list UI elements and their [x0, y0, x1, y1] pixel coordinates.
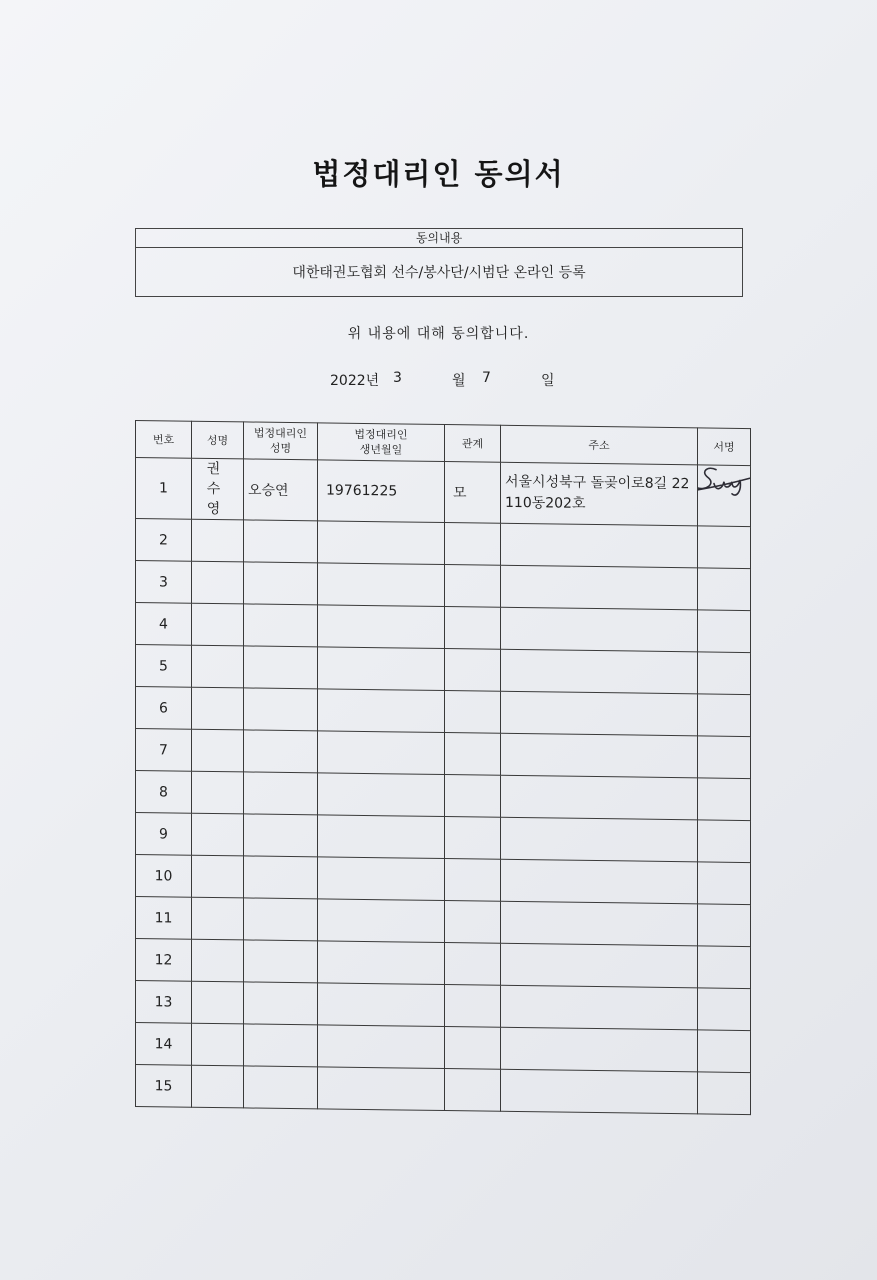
row-number: 6: [136, 687, 192, 730]
page-title: 법정대리인 동의서: [312, 157, 565, 191]
row-name: [192, 1023, 244, 1066]
row-name: [192, 855, 244, 898]
row-signature: [698, 862, 751, 905]
row-guardian-name: [244, 856, 318, 899]
row-signature: [698, 694, 751, 737]
row-name: [192, 897, 244, 940]
row-signature: [698, 946, 751, 989]
row-number: 12: [136, 939, 192, 982]
row-number: 1: [136, 458, 192, 520]
row-guardian-name: [244, 940, 318, 983]
row-guardian-birth: [318, 857, 445, 901]
row-signature: [698, 652, 751, 695]
row-number: 2: [136, 519, 192, 562]
row-address: [501, 943, 698, 988]
row-relation: [445, 943, 501, 986]
row-address: [501, 607, 698, 652]
consent-content-box: [135, 228, 743, 297]
row-number: 5: [136, 645, 192, 688]
row-guardian-birth: [318, 1025, 445, 1069]
row-relation: [445, 1069, 501, 1112]
row-guardian-name: [244, 646, 318, 689]
table-row: [136, 1065, 751, 1115]
date-month-label: 월: [452, 373, 466, 389]
row-guardian-name: [244, 1024, 318, 1067]
row-relation: [445, 1027, 501, 1070]
row-name: [192, 687, 244, 730]
row-address: [501, 691, 698, 736]
row-signature: [698, 1072, 751, 1115]
row-number: 11: [136, 897, 192, 940]
row-relation: [445, 775, 501, 818]
row-signature: [698, 778, 751, 821]
date-year: 2022년: [330, 373, 380, 389]
row-number: 13: [136, 981, 192, 1024]
row-number: 10: [136, 855, 192, 898]
agreement-statement: 위 내용에 대해 동의합니다.: [347, 326, 530, 342]
row-signature: [698, 904, 751, 947]
row-guardian-name: [244, 814, 318, 857]
row-guardian-name: [244, 1066, 318, 1109]
date-day-value: 7: [482, 370, 491, 386]
header-guardian-name: 법정대리인 성명: [244, 422, 318, 460]
row-name: 권 수 영: [192, 458, 244, 520]
row-signature: [698, 610, 751, 653]
consent-content-text: 대한태권도협회 선수/봉사단/시범단 온라인 등록: [292, 265, 586, 281]
row-name: [192, 1065, 244, 1108]
row-guardian-birth: [318, 521, 445, 565]
row-guardian-birth: [318, 731, 445, 775]
row-name: [192, 771, 244, 814]
header-name: 성명: [192, 421, 244, 459]
row-guardian-name: 오승연: [244, 459, 318, 521]
table-row: [136, 458, 751, 527]
row-guardian-birth: [318, 815, 445, 859]
row-relation: [445, 565, 501, 608]
header-address: 주소: [501, 425, 698, 465]
row-signature: [698, 465, 751, 527]
handwritten-signature-icon: [698, 465, 751, 503]
row-guardian-birth: [318, 647, 445, 691]
row-address: [501, 565, 698, 610]
row-guardian-name: [244, 520, 318, 563]
row-relation: [445, 985, 501, 1028]
row-address: [501, 859, 698, 904]
row-guardian-birth: [318, 605, 445, 649]
row-guardian-name: [244, 730, 318, 773]
row-address: [501, 733, 698, 778]
row-relation: 모: [445, 462, 501, 524]
row-guardian-birth: [318, 563, 445, 607]
header-relation: 관계: [445, 425, 501, 463]
row-relation: [445, 523, 501, 566]
row-name: [192, 981, 244, 1024]
row-relation: [445, 859, 501, 902]
row-relation: [445, 901, 501, 944]
row-name: [192, 603, 244, 646]
row-signature: [698, 736, 751, 779]
row-number: 8: [136, 771, 192, 814]
row-guardian-birth: [318, 1067, 445, 1111]
row-name: [192, 519, 244, 562]
row-name: [192, 561, 244, 604]
row-address: [501, 985, 698, 1030]
row-signature: [698, 1030, 751, 1073]
row-relation: [445, 691, 501, 734]
row-name: [192, 729, 244, 772]
row-relation: [445, 733, 501, 776]
row-guardian-name: [244, 562, 318, 605]
row-guardian-birth: [318, 773, 445, 817]
row-address: [501, 901, 698, 946]
header-guardian-birth: 법정대리인 생년월일: [318, 423, 445, 462]
row-number: 14: [136, 1023, 192, 1066]
row-guardian-birth: [318, 689, 445, 733]
consent-content-header: 동의내용: [136, 229, 742, 248]
row-guardian-birth: [318, 941, 445, 985]
row-guardian-birth: [318, 899, 445, 943]
row-name: [192, 813, 244, 856]
header-signature: 서명: [698, 428, 751, 466]
row-signature: [698, 820, 751, 863]
row-relation: [445, 649, 501, 692]
row-address: [501, 775, 698, 820]
header-number: 번호: [136, 421, 192, 459]
row-signature: [698, 526, 751, 569]
row-name: [192, 645, 244, 688]
row-address: 서울시성북구 돌곶이로8길 22 110동202호: [501, 462, 698, 526]
row-number: 4: [136, 603, 192, 646]
date-day-label: 일: [541, 373, 555, 389]
row-number: 15: [136, 1065, 192, 1108]
row-number: 9: [136, 813, 192, 856]
row-guardian-name: [244, 982, 318, 1025]
row-address: [501, 523, 698, 568]
row-guardian-name: [244, 604, 318, 647]
row-guardian-name: [244, 688, 318, 731]
row-guardian-name: [244, 898, 318, 941]
row-address: [501, 817, 698, 862]
row-signature: [698, 568, 751, 611]
row-relation: [445, 817, 501, 860]
row-guardian-birth: 19761225: [318, 460, 445, 523]
row-signature: [698, 988, 751, 1031]
row-number: 7: [136, 729, 192, 772]
row-name: [192, 939, 244, 982]
row-address: [501, 1027, 698, 1072]
row-address: [501, 649, 698, 694]
row-relation: [445, 607, 501, 650]
row-address: [501, 1069, 698, 1114]
date-month-value: 3: [393, 370, 402, 386]
row-guardian-birth: [318, 983, 445, 1027]
guardian-roster-table: [135, 420, 751, 1115]
row-number: 3: [136, 561, 192, 604]
row-guardian-name: [244, 772, 318, 815]
